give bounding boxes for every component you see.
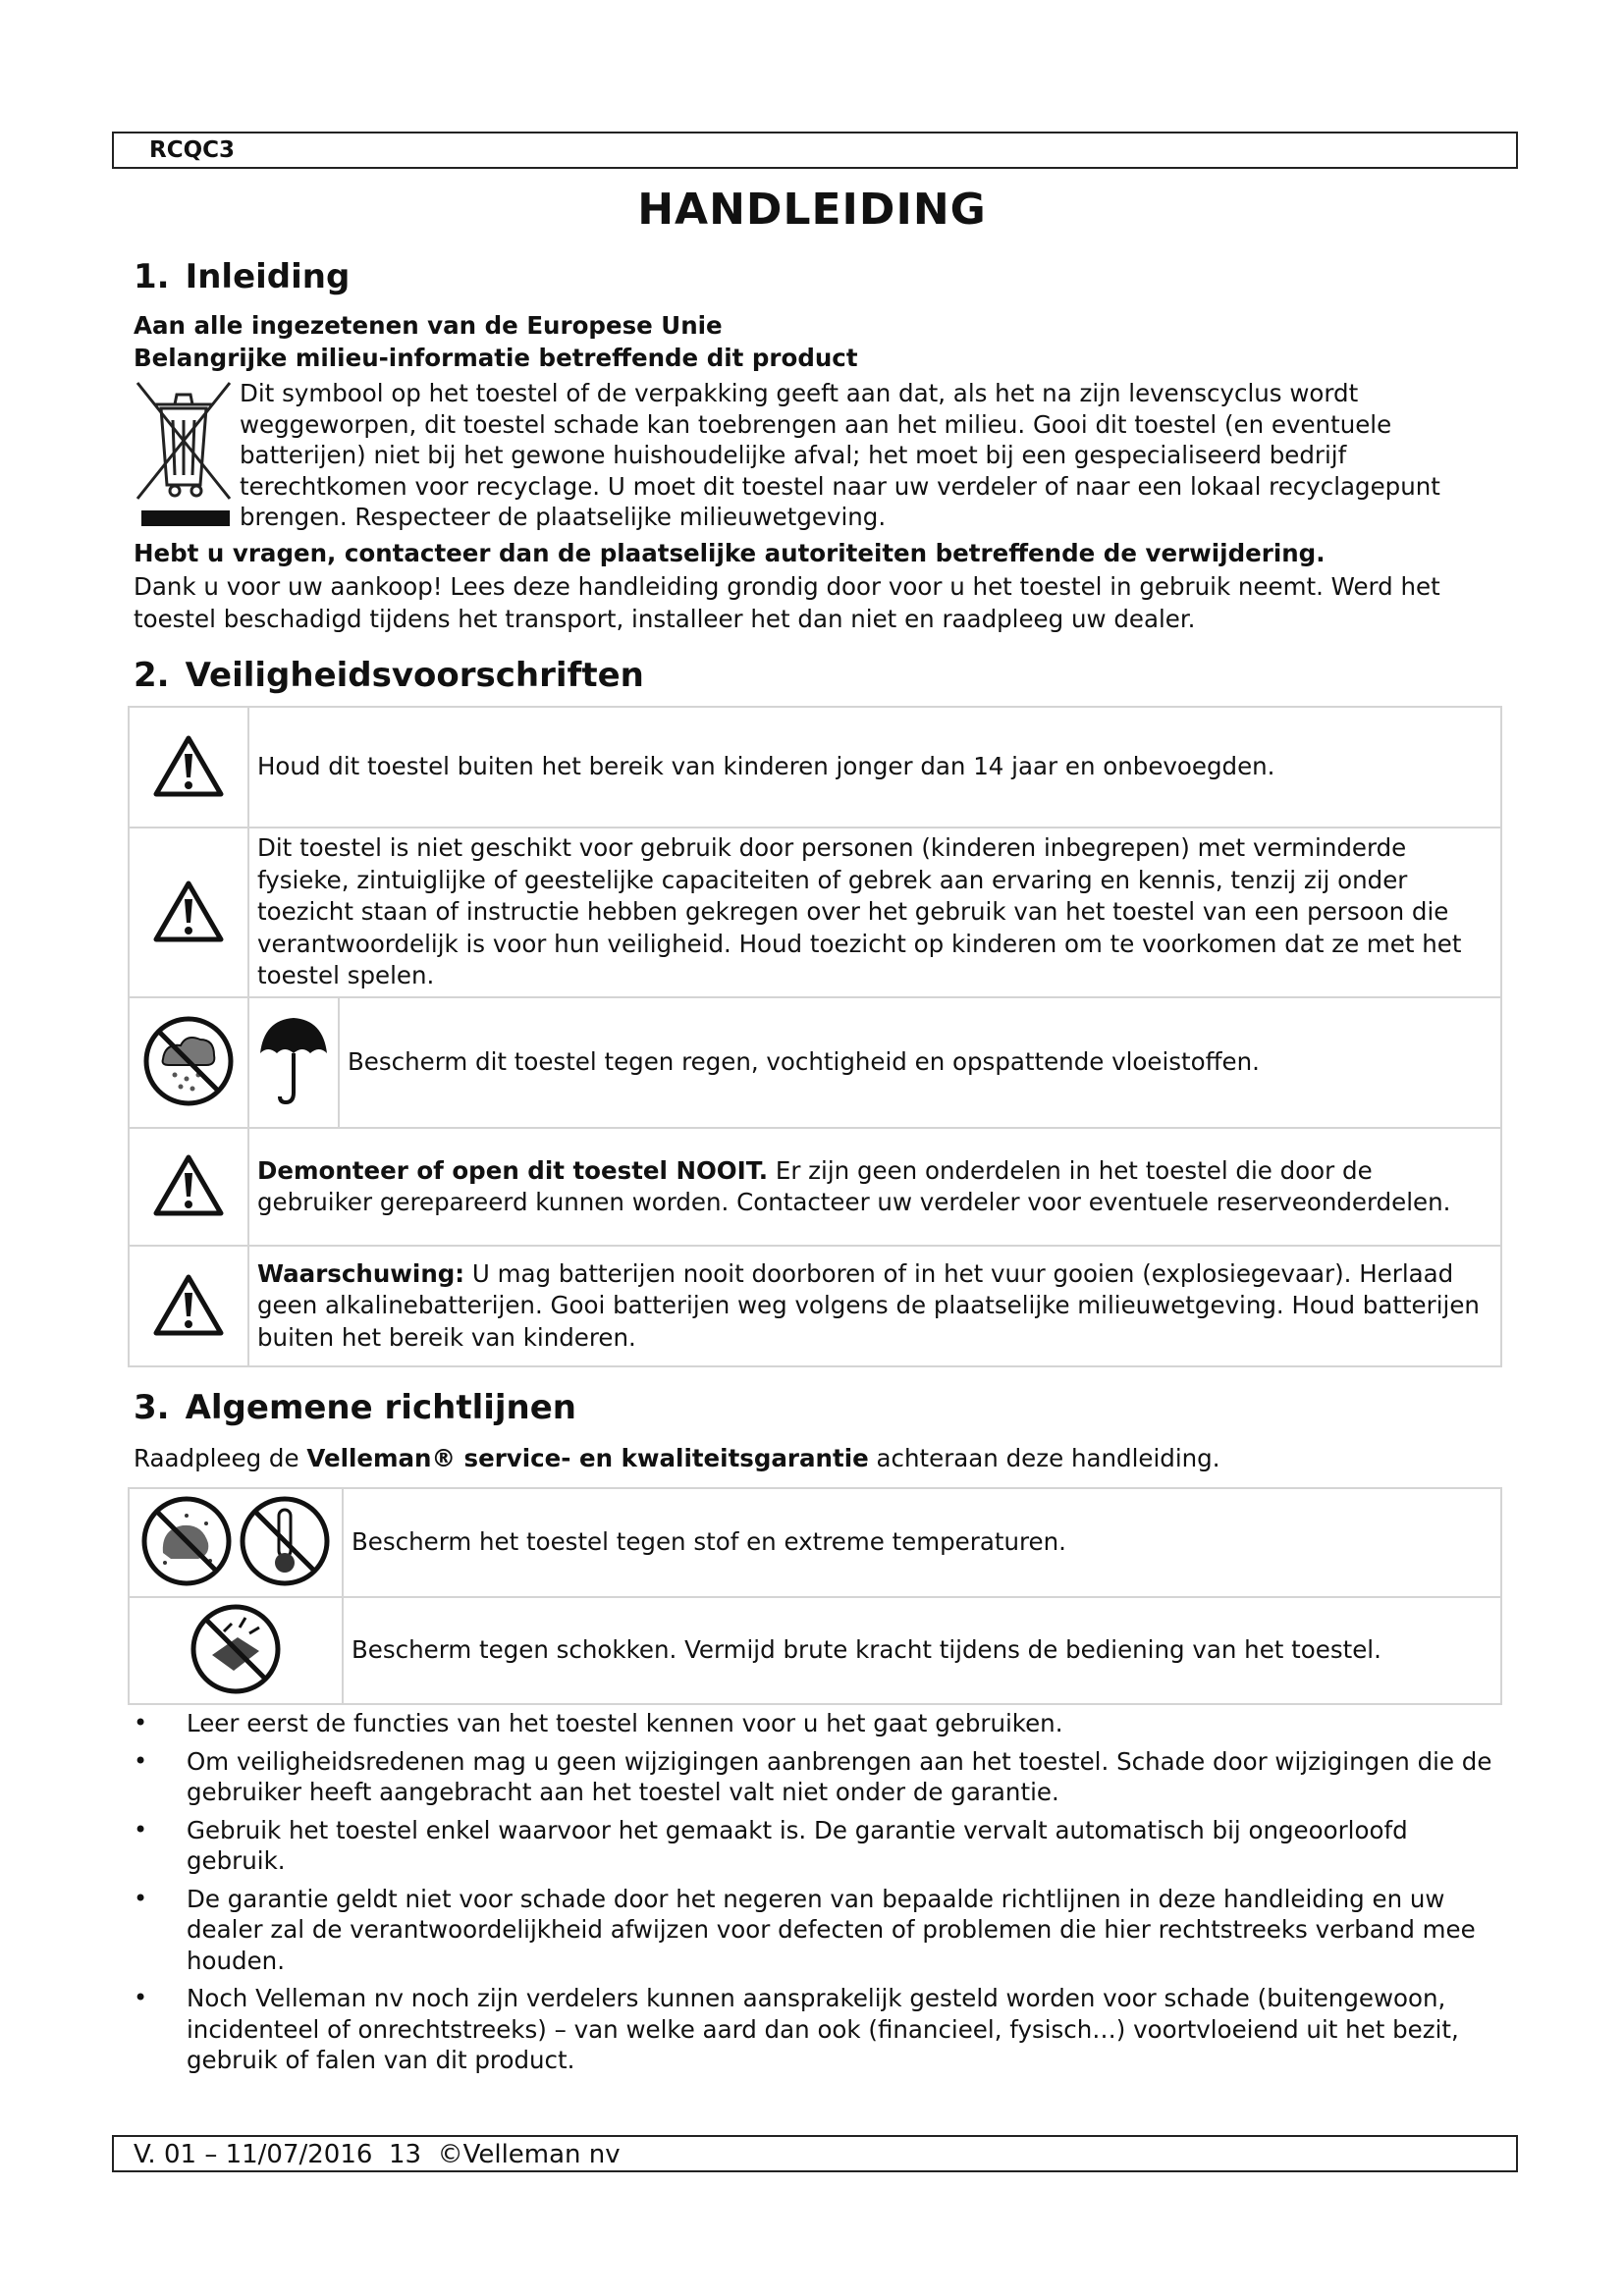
eu-line: Aan alle ingezetenen van de Europese Unie	[134, 311, 723, 340]
warning-icon	[129, 707, 248, 828]
guidelines-list	[134, 1708, 1508, 2083]
section-3-heading: 3. Algemene richtlijnen	[134, 1388, 576, 1427]
dust-temperature-icons	[129, 1488, 343, 1597]
safety-text-1: Houd dit toestel buiten het bereik van kinderen jonger dan 14 jaar en onbevoegden.	[248, 707, 1501, 828]
environment-line: Belangrijke milieu-informatie betreffende dit product	[134, 344, 858, 372]
warning-icon	[129, 1246, 248, 1366]
list-item: • De garantie geldt niet voor schade door het negeren van bepaalde richtlijnen in deze handleiding en uw dealer zal de verantwoordelijkheid afwijzen voor defecten of problemen die hier rechtstreeks verband mee houden.	[134, 1884, 1508, 1977]
safety-table	[128, 706, 1502, 1367]
safety-text-2: Dit toestel is niet geschikt voor gebruik door personen (kinderen inbegrepen) met verminderde fysieke, zintuiglijke of geestelijke capaciteiten of gebrek aan ervaring en kennis, tenzij zij onder toezicht staan of instructie hebben gekregen over het gebruik van het toestel van een persoon die verantwoordelijk is voor hun veiligheid. Houd toezicht op kinderen om te voorkomen dat ze met het toestel spelen.	[248, 828, 1501, 997]
warning-icon	[129, 1128, 248, 1246]
no-rain-icon	[129, 997, 248, 1128]
safety-text-3: Bescherm dit toestel tegen regen, vochtigheid en opspattende vloeistoffen.	[339, 997, 1501, 1128]
list-item: • Gebruik het toestel enkel waarvoor het gemaakt is. De garantie vervalt automatisch bij ongeoorloofd gebruik.	[134, 1815, 1508, 1877]
header-box	[112, 132, 1518, 169]
guideline-row	[129, 1597, 1501, 1704]
document-title: HANDLEIDING	[637, 185, 987, 235]
safety-row	[129, 707, 1501, 828]
safety-text-5: Waarschuwing: U mag batterijen nooit doorboren of in het vuur gooien (explosiegevaar). Herlaad geen alkalinebatterijen. Gooi batterijen weg volgens de plaatselijke milieuwetgeving. Houd batterijen buiten het bereik van kinderen.	[248, 1246, 1501, 1366]
section-2-heading: 2. Veiligheidsvoorschriften	[134, 656, 644, 695]
umbrella-icon	[248, 997, 339, 1128]
safety-text-4: Demonteer of open dit toestel NOOIT. Er zijn geen onderdelen in het toestel die door de gebruiker gerepareerd kunnen worden. Contacteer uw verdeler voor eventuele reserveonderdelen.	[248, 1128, 1501, 1246]
guideline-text-1: Bescherm het toestel tegen stof en extreme temperaturen.	[343, 1488, 1501, 1597]
warranty-intro: Raadpleeg de Velleman® service- en kwaliteitsgarantie achteraan deze handleiding.	[134, 1444, 1220, 1472]
guidelines-table	[128, 1487, 1502, 1705]
list-item: • Leer eerst de functies van het toestel kennen voor u het gaat gebruiken.	[134, 1708, 1508, 1739]
no-dust-icon	[137, 1494, 334, 1588]
footer-text: V. 01 – 11/07/2016 13 ©Velleman nv	[134, 2140, 621, 2169]
guideline-text-2: Bescherm tegen schokken. Vermijd brute kracht tijdens de bediening van het toestel.	[343, 1597, 1501, 1704]
warning-icon	[129, 828, 248, 997]
questions-line: Hebt u vragen, contacteer dan de plaatselijke autoriteiten betreffende de verwijdering.	[134, 539, 1326, 567]
list-item: • Om veiligheidsredenen mag u geen wijzigingen aanbrengen aan het toestel. Schade door wijzigingen die de gebruiker heeft aangebracht aan het toestel valt niet onder de garantie.	[134, 1746, 1508, 1808]
thanks-paragraph: Dank u voor uw aankoop! Lees deze handleiding grondig door voor u het toestel in gebruik neemt. Werd het toestel beschadigd tijdens het transport, installeer het dan niet en raadpleeg uw dealer.	[134, 572, 1440, 633]
section-1-heading: 1. Inleiding	[134, 257, 351, 296]
safety-row	[129, 1128, 1501, 1246]
weee-bin-icon	[132, 379, 236, 530]
guideline-row	[129, 1488, 1501, 1597]
safety-row	[129, 828, 1501, 997]
list-item: • Noch Velleman nv noch zijn verdelers kunnen aansprakelijk gesteld worden voor schade (buitengewoon, incidenteel of onrechtstreeks) – van welke aard dan ook (financieel, fysisch…) voortvloeiend uit het bezit, gebruik of falen van dit product.	[134, 1983, 1508, 2076]
footer-box	[112, 2135, 1518, 2172]
safety-row	[129, 997, 1501, 1128]
weee-text: Dit symbool op het toestel of de verpakking geeft aan dat, als het na zijn levenscyclus wordt weggeworpen, dit toestel schade kan toebrengen aan het milieu. Gooi dit toestel (en eventuele batterijen) niet bij het gewone huishoudelijke afval; het moet bij een gespecialiseerd bedrijf terechtkomen voor recyclage. U moet dit toestel naar uw verdeler of naar een lokaal recyclagepunt brengen. Respecteer de plaatselijke milieuwetgeving.	[240, 379, 1440, 531]
safety-row	[129, 1246, 1501, 1366]
model-label: RCQC3	[149, 137, 236, 163]
no-shock-icon	[129, 1597, 343, 1704]
